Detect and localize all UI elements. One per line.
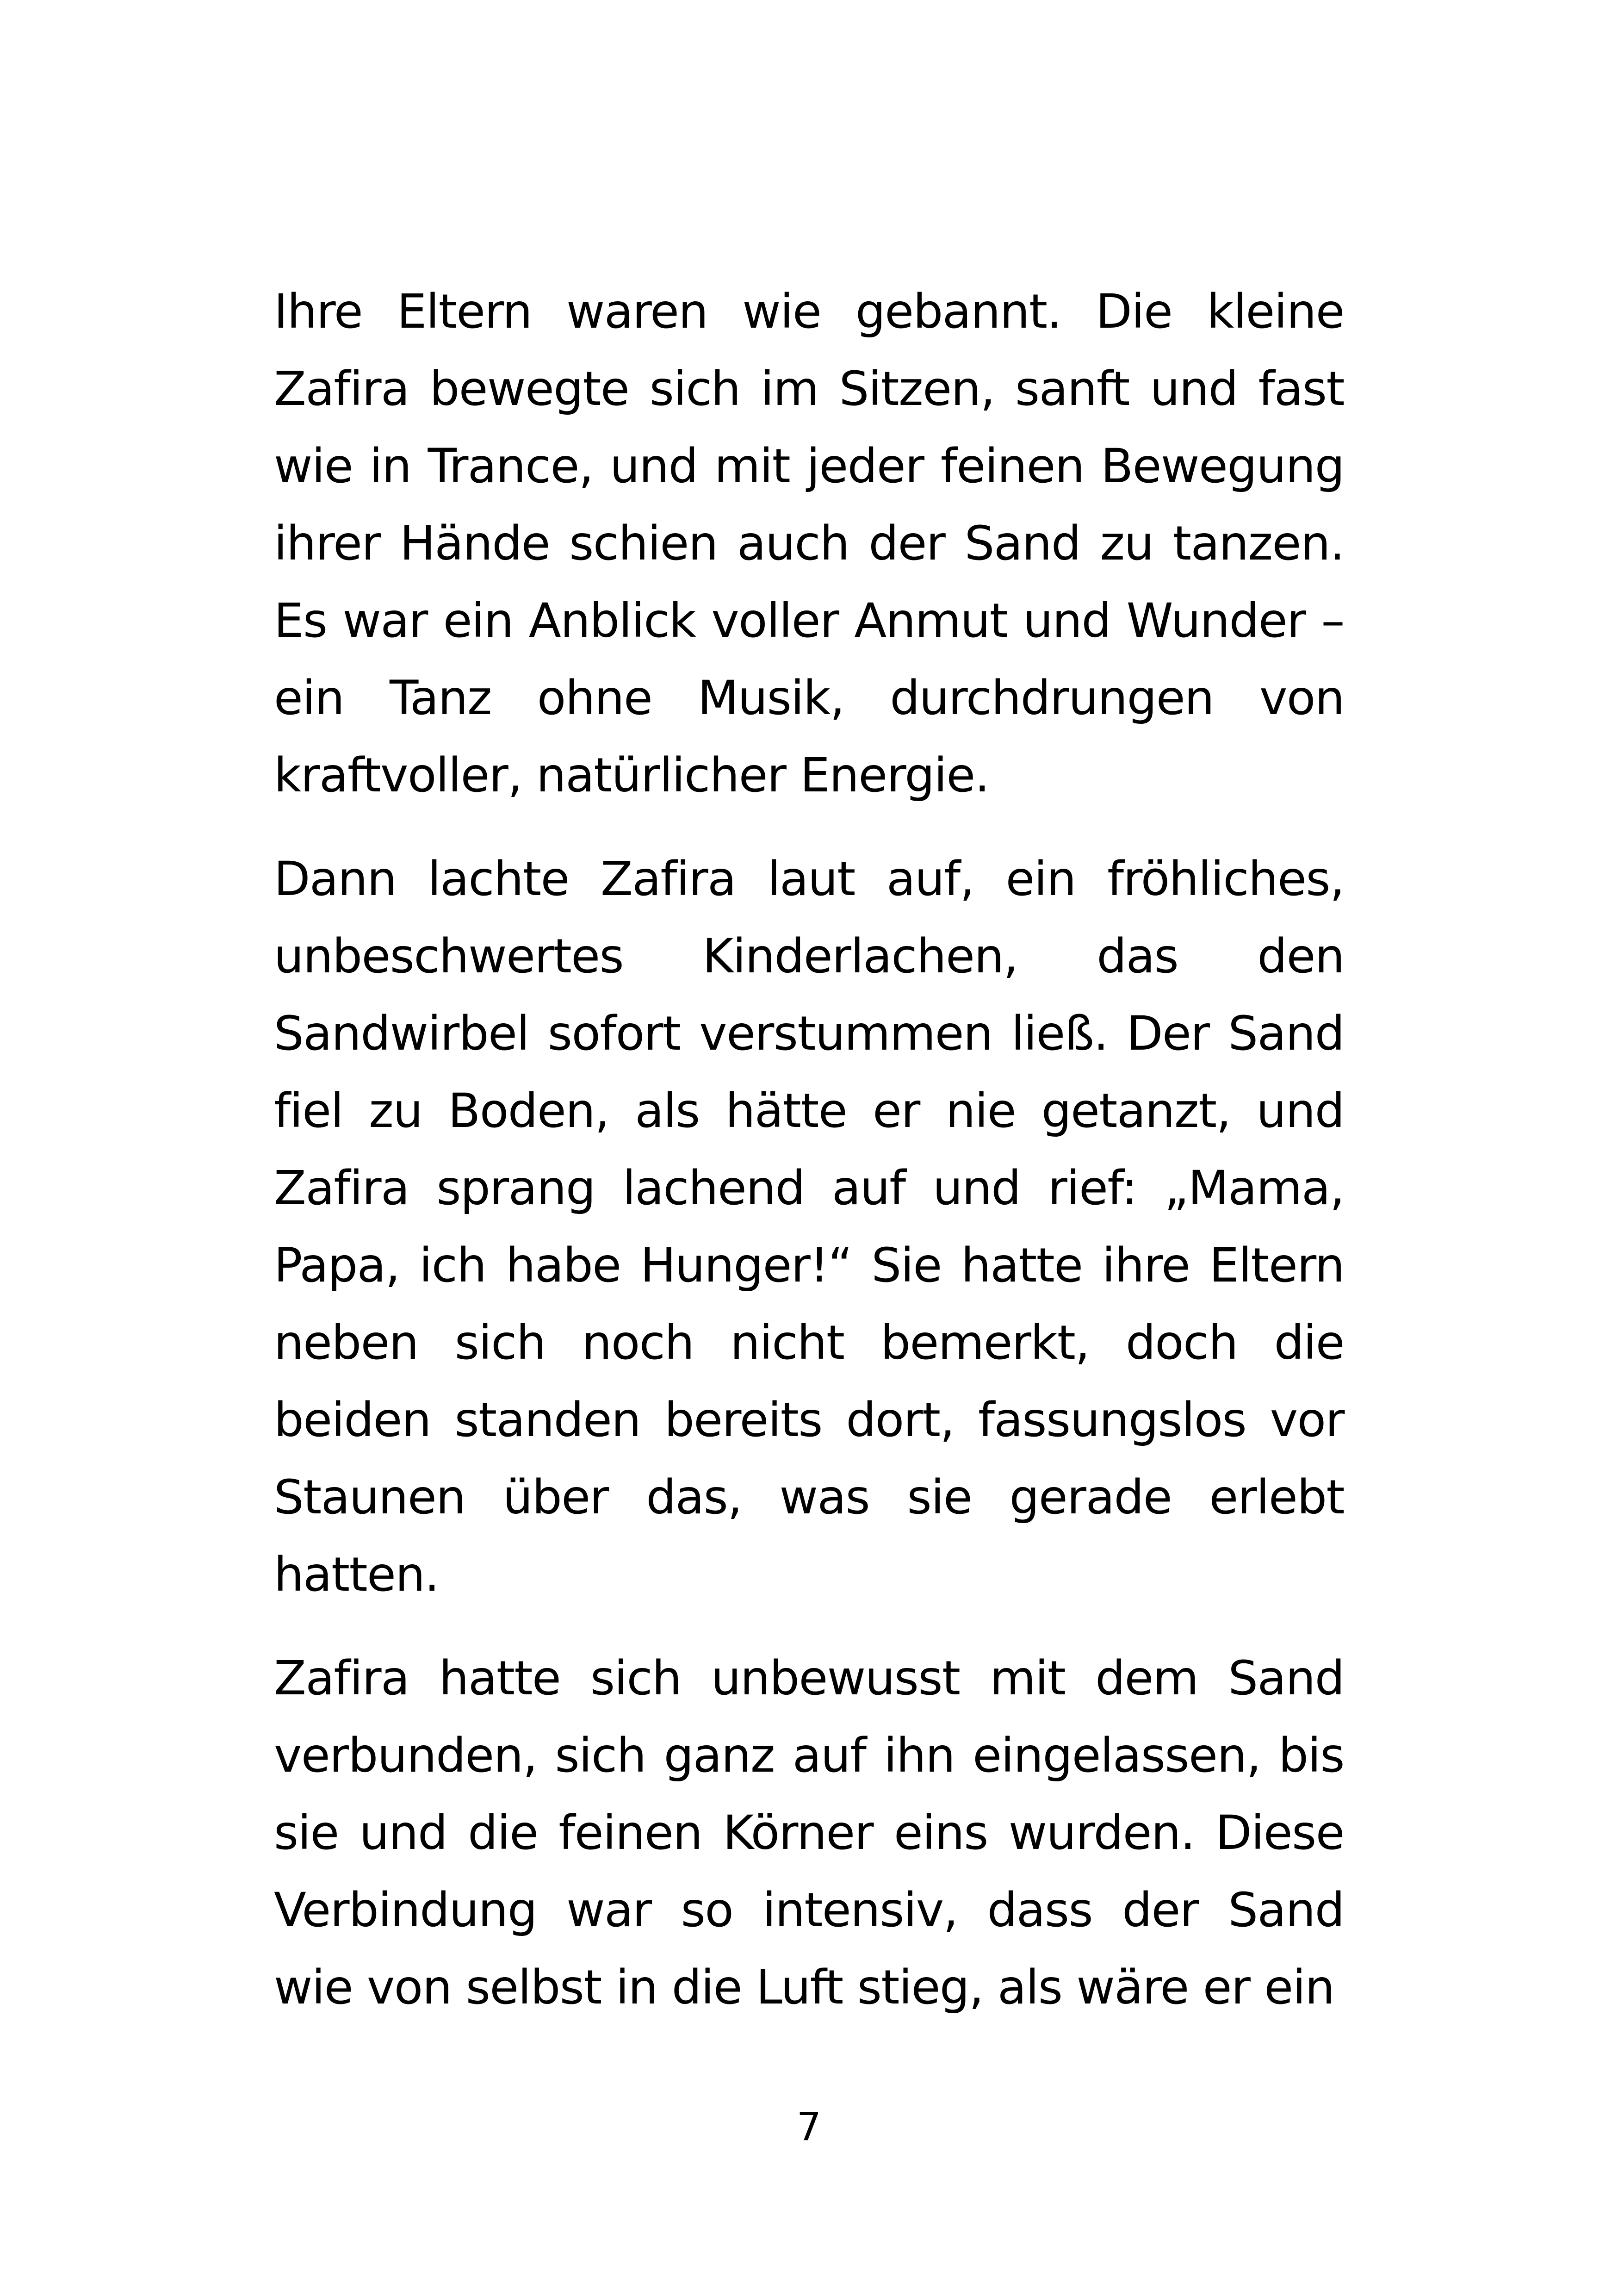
paragraph-1: Ihre Eltern waren wie gebannt. Die kleine Zafira bewegte sich im Sitzen, sanft und fast wie in Trance, und mit jeder feinen Bewegung ihrer Hände schien auch der Sand zu tanzen. Es war ein Anblick voller Anmut und Wunder – ein Tanz ohne Musik, durchdrungen von kraftvoller, natürlicher Energie.: [274, 284, 1344, 803]
paragraph-3: Zafira hatte sich unbewusst mit dem Sand verbunden, sich ganz auf ihn eingelassen, bis sie und die feinen Körner eins wurden. Diese Verbindung war so intensiv, dass der Sand wie von selbst in die Luft stieg, als wäre er ein: [274, 1651, 1344, 2015]
paragraph-2: Dann lachte Zafira laut auf, ein fröhliches, unbeschwertes Kinderlachen, das den Sandwirbel sofort verstummen ließ. Der Sand fiel zu Boden, als hätte er nie getanzt, und Zafira sprang lachend auf und rief: „Mama, Papa, ich habe Hunger!“ Sie hatte ihre Eltern neben sich noch nicht bemerkt, doch die beiden standen bereits dort, fassungslos vor Staunen über das, was sie gerade erlebt hatten.: [274, 852, 1344, 1602]
page-number: 7: [796, 2104, 822, 2149]
body-text: [274, 273, 1344, 2026]
